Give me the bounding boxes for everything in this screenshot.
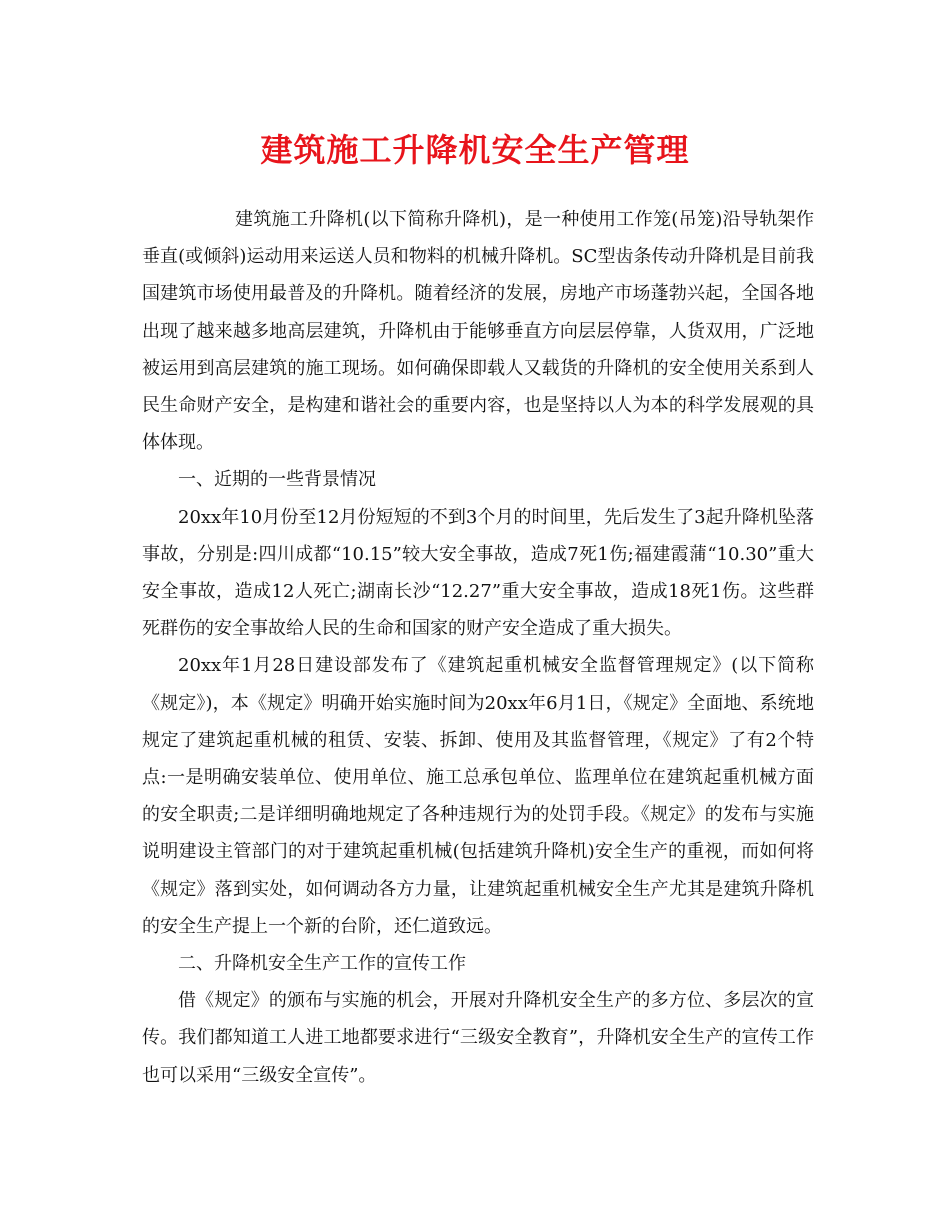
paragraph-regulation: 20xx年1月28日建设部发布了《建筑起重机械安全监督管理规定》(以下简称《规定》)，本《规定》明确开始实施时间为20xx年6月1日，《规定》全面地、系统地规定了建筑起重机械的租赁、安装、拆卸、使用及其监督管理，《规定》了有2个特点:一是明确安装单位、使用单位、施工总承包单位、监理单位在建筑起重机械方面的安全职责;二是详细明确地规定了各种违规行为的处罚手段。《规定》的发布与实施说明建设主管部门的对于建筑起重机械(包括建筑升降机)安全生产的重视，而如何将《规定》落到实处，如何调动各方力量，让建筑起重机械安全生产尤其是建筑升降机的安全生产提上一个新的台阶，还仁道致远。 — [142, 655, 814, 937]
paragraph-publicity: 借《规定》的颁布与实施的机会，开展对升降机安全生产的多方位、多层次的宣传。我们都知道工人进工地都要求进行“三级安全教育”，升降机安全生产的宣传工作也可以采用“三级安全宣传”。 — [142, 990, 814, 1086]
document-title: 建筑施工升降机安全生产管理 — [260, 131, 690, 169]
paragraph-intro: 建筑施工升降机(以下简称升降机)，是一种使用工作笼(吊笼)沿导轨架作垂直(或倾斜)运动用来运送人员和物料的机械升降机。SC型齿条传动升降机是目前我国建筑市场使用最普及的升降机。随着经济的发展，房地产市场蓬勃兴起，全国各地出现了越来越多地高层建筑，升降机由于能够垂直方向层层停靠，人货双用，广泛地被运用到高层建筑的施工现场。如何确保即载人又载货的升降机的安全使用关系到人民生命财产安全，是构建和谐社会的重要内容，也是坚持以人为本的科学发展观的具体体现。 — [142, 209, 814, 454]
section-heading-publicity: 二、升降机安全生产工作的宣传工作 — [178, 953, 466, 975]
section-heading-background: 一、近期的一些背景情况 — [178, 469, 376, 491]
document-body — [142, 201, 814, 1094]
paragraph-accidents: 20xx年10月份至12月份短短的不到3个月的时间里，先后发生了3起升降机坠落事故，分别是:四川成都“10.15”较大安全事故，造成7死1伤;福建霞蒲“10.30”重大安全事故，造成12人死亡;湖南长沙“12.27”重大安全事故，造成18死1伤。这些群死群伤的安全事故给人民的生命和国家的财产安全造成了重大损失。 — [142, 506, 814, 640]
